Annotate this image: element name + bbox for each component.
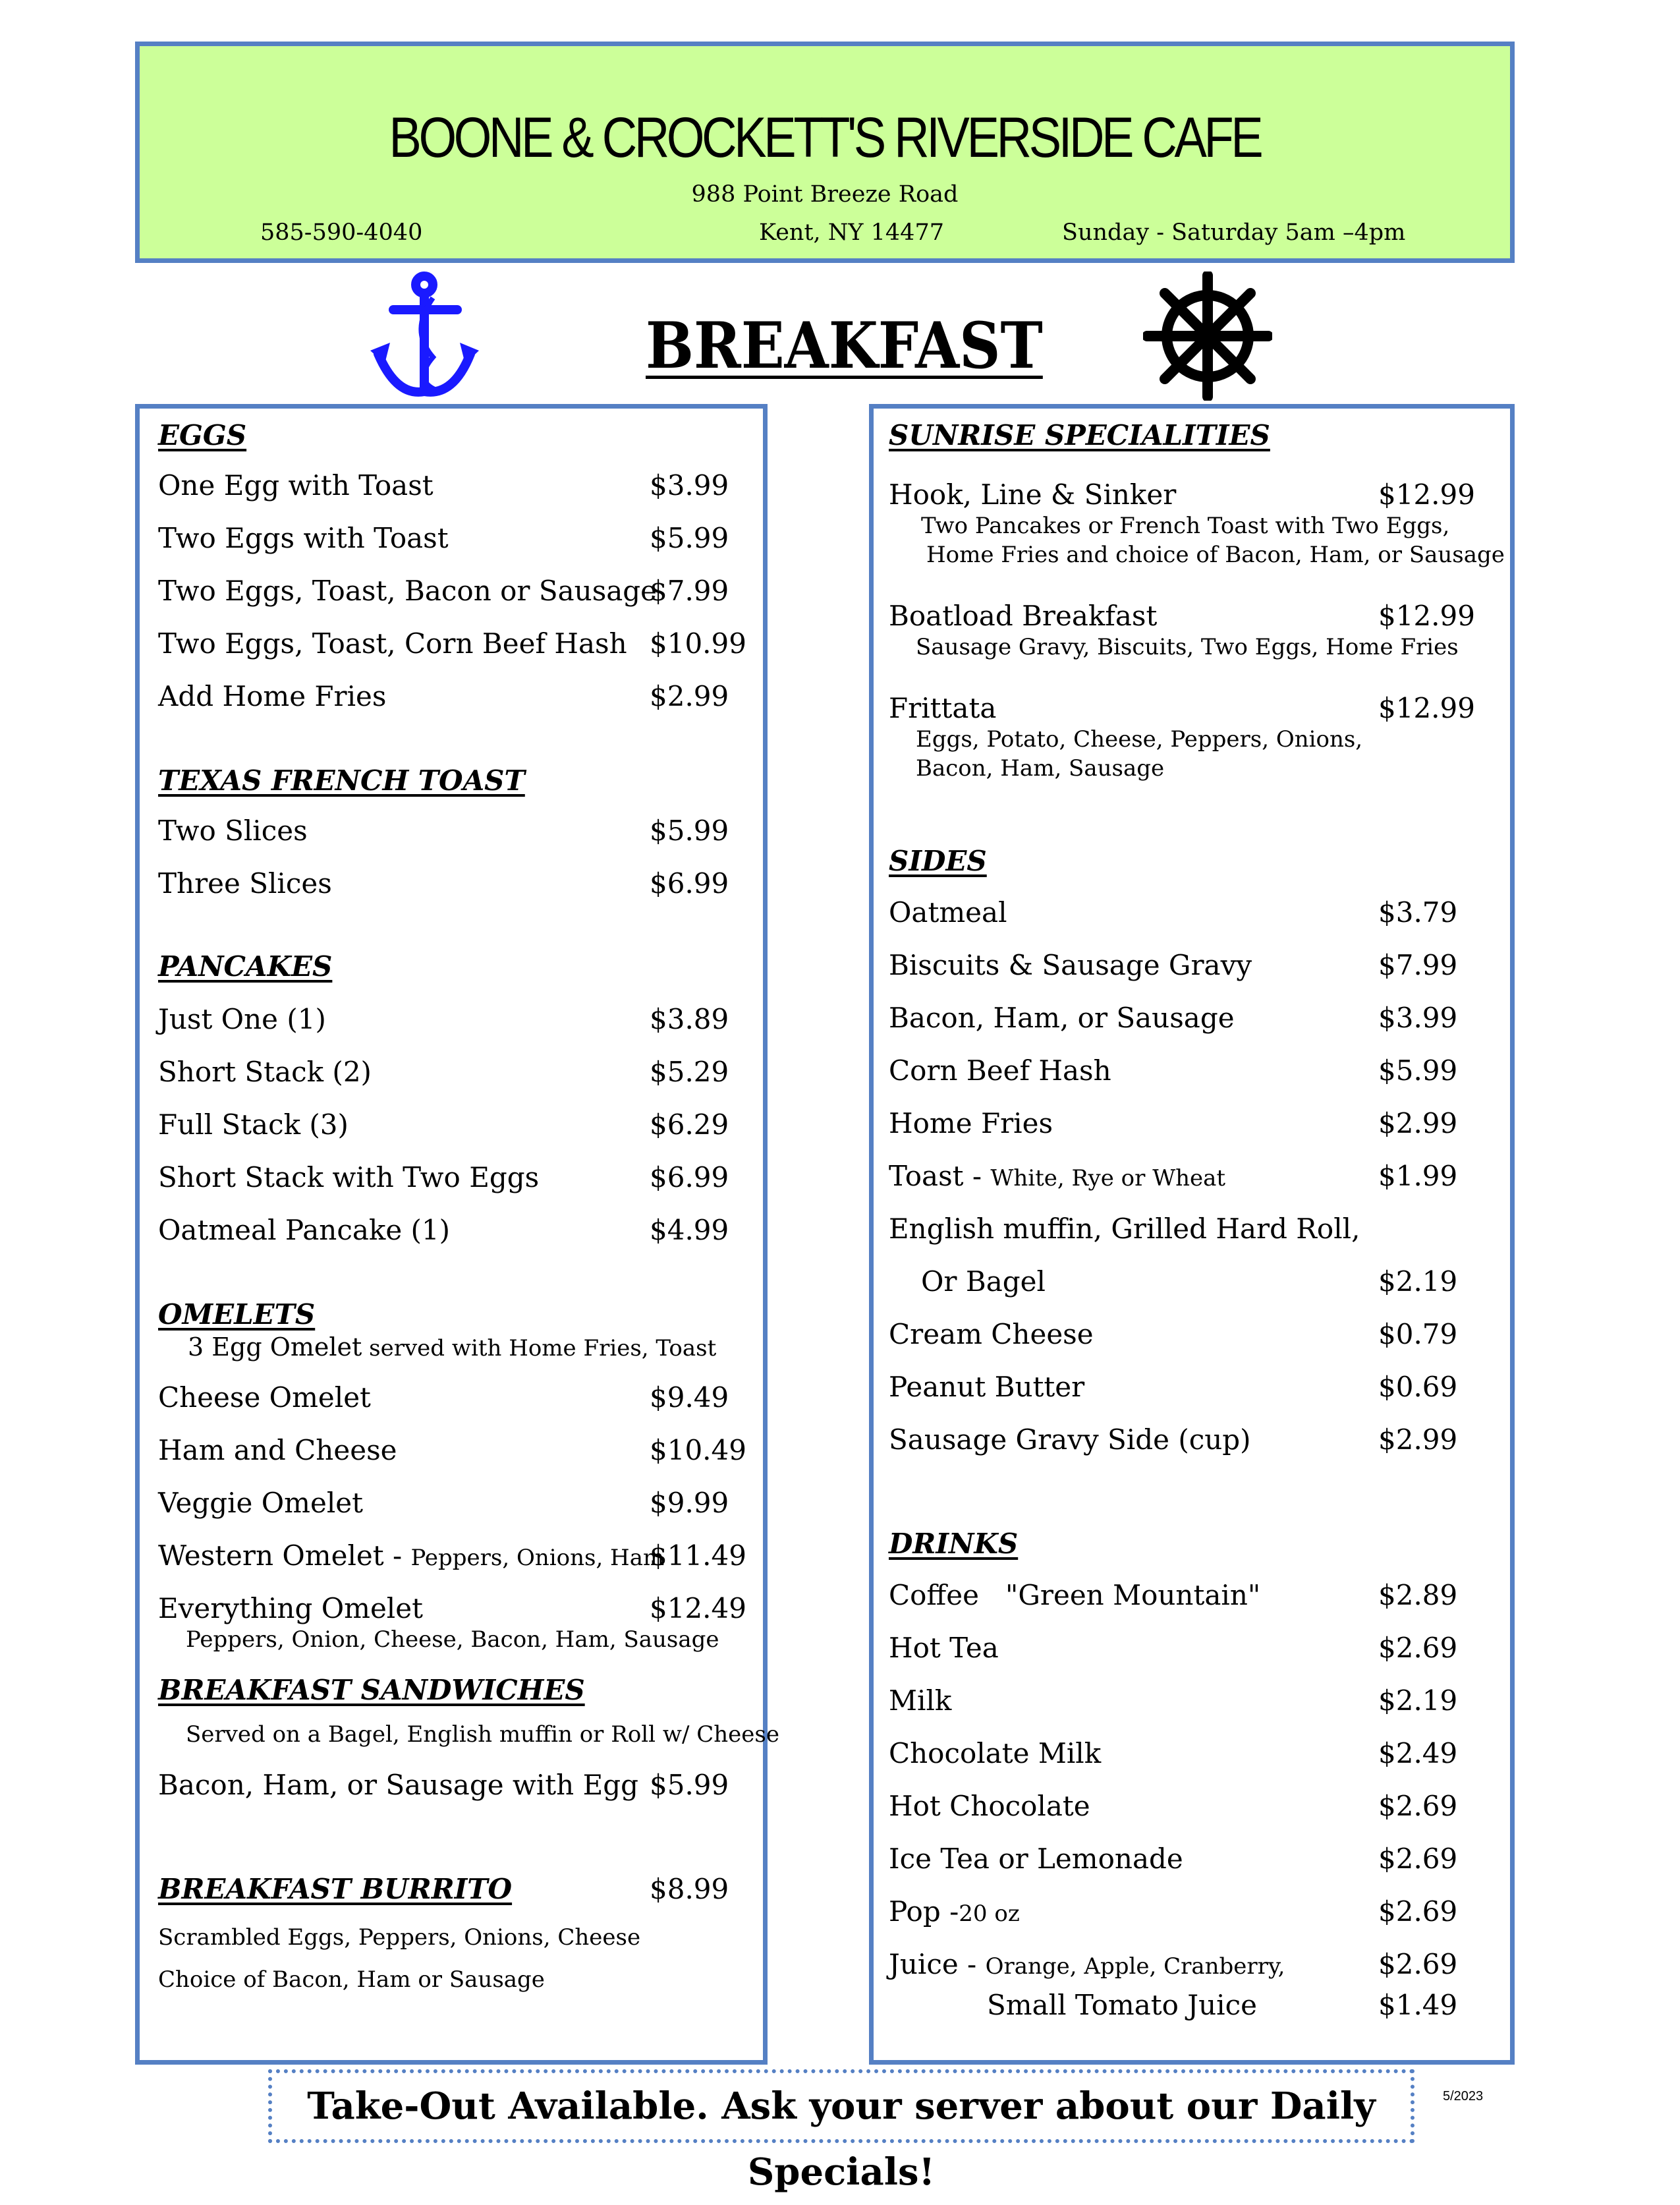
menu-item: Short Stack with Two Eggs [158, 1161, 540, 1193]
menu-price: $12.99 [1378, 478, 1475, 511]
menu-price: $6.99 [650, 1161, 729, 1193]
menu-price: $2.89 [1378, 1579, 1458, 1611]
menu-item: Bacon, Ham, or Sausage [889, 1002, 1235, 1034]
menu-item: Chocolate Milk [889, 1737, 1102, 1769]
menu-date: 5/2023 [1443, 2089, 1484, 2104]
menu-price: $12.99 [1378, 600, 1475, 632]
city-address: Kent, NY 14477 [759, 219, 944, 246]
menu-item: Bacon, Ham, or Sausage with Egg [158, 1769, 639, 1801]
menu-price: $10.49 [650, 1434, 746, 1466]
menu-item: Cheese Omelet [158, 1381, 371, 1414]
menu-item-description: Peppers, Onion, Cheese, Bacon, Ham, Sausage [186, 1626, 719, 1653]
menu-item-description: Home Fries and choice of Bacon, Ham, or Sausage [926, 542, 1505, 568]
menu-item: Juice - Orange, Apple, Cranberry, [889, 1948, 1285, 1980]
burrito-description: Choice of Bacon, Ham or Sausage [158, 1966, 545, 1993]
menu-item: Small Tomato Juice [987, 1989, 1257, 2021]
menu-item: Toast - White, Rye or Wheat [889, 1160, 1226, 1192]
menu-item: Three Slices [158, 867, 332, 900]
menu-price: $5.99 [650, 1769, 729, 1801]
menu-item: Frittata [889, 692, 997, 724]
menu-price: $6.99 [650, 867, 729, 900]
menu-item: Two Eggs with Toast [158, 522, 449, 554]
menu-price: $1.49 [1378, 1989, 1458, 2021]
menu-item: Hook, Line & Sinker [889, 478, 1177, 511]
anchor-icon [370, 272, 482, 401]
menu-price: $2.69 [1378, 1895, 1458, 1928]
menu-price: $7.99 [650, 575, 729, 607]
menu-price: $2.49 [1378, 1737, 1458, 1769]
page-title: BREAKFAST [646, 308, 1043, 383]
menu-price: $7.99 [1378, 949, 1458, 981]
menu-item: Two Eggs, Toast, Bacon or Sausage [158, 575, 658, 607]
menu-price: $2.99 [650, 680, 729, 712]
menu-price: $4.99 [650, 1214, 729, 1246]
menu-price: $2.99 [1378, 1107, 1458, 1139]
street-address: 988 Point Breeze Road [691, 181, 959, 208]
menu-price: $1.99 [1378, 1160, 1458, 1192]
menu-price: $2.19 [1378, 1684, 1458, 1717]
menu-price: $3.89 [650, 1003, 729, 1035]
menu-price: $11.49 [650, 1539, 746, 1572]
menu-price: $0.79 [1378, 1318, 1458, 1350]
menu-item: Ham and Cheese [158, 1434, 397, 1466]
menu-price: $2.19 [1378, 1265, 1458, 1298]
menu-item: Or Bagel [921, 1265, 1046, 1298]
menu-item: Just One (1) [158, 1003, 326, 1035]
menu-price: $9.49 [650, 1381, 729, 1414]
menu-price: $12.99 [1378, 692, 1475, 724]
header-box [135, 42, 1515, 263]
menu-price: $3.99 [650, 469, 729, 501]
menu-item: Oatmeal Pancake (1) [158, 1214, 451, 1246]
menu-item: Add Home Fries [158, 680, 387, 712]
menu-item: Home Fries [889, 1107, 1053, 1139]
phone-number: 585-590-4040 [260, 219, 423, 246]
section-heading-french-toast: TEXAS FRENCH TOAST [158, 764, 525, 797]
section-heading-sides: SIDES [889, 845, 987, 877]
menu-item: Sausage Gravy Side (cup) [889, 1423, 1251, 1456]
menu-price: $8.99 [650, 1873, 729, 1905]
opening-hours: Sunday - Saturday 5am –4pm [1062, 219, 1406, 246]
menu-item: English muffin, Grilled Hard Roll, [889, 1213, 1360, 1245]
section-heading-omelets: OMELETS [158, 1298, 316, 1331]
menu-price: $5.99 [650, 522, 729, 554]
menu-item: Short Stack (2) [158, 1056, 372, 1088]
menu-item-description: Sausage Gravy, Biscuits, Two Eggs, Home Fries [916, 634, 1459, 660]
menu-item: Veggie Omelet [158, 1487, 364, 1519]
menu-price: $12.49 [650, 1592, 746, 1624]
menu-item: Pop -20 oz [889, 1895, 1020, 1928]
section-heading-specialities: SUNRISE SPECIALITIES [889, 419, 1270, 451]
section-heading-burrito: BREAKFAST BURRITO [158, 1873, 513, 1905]
section-heading-drinks: DRINKS [889, 1528, 1019, 1560]
menu-item: Oatmeal [889, 896, 1007, 929]
menu-item-description: Bacon, Ham, Sausage [916, 755, 1165, 782]
menu-price: $2.69 [1378, 1843, 1458, 1875]
menu-price: $2.69 [1378, 1790, 1458, 1822]
section-heading-pancakes: PANCAKES [158, 950, 333, 983]
menu-item: Cream Cheese [889, 1318, 1094, 1350]
menu-item: Full Stack (3) [158, 1108, 349, 1141]
section-heading-eggs: EGGS [158, 419, 247, 451]
menu-item: Milk [889, 1684, 952, 1717]
menu-item: Corn Beef Hash [889, 1054, 1111, 1087]
menu-price: $2.69 [1378, 1948, 1458, 1980]
menu-item: Hot Tea [889, 1632, 999, 1664]
menu-price: $3.79 [1378, 896, 1458, 929]
menu-price: $9.99 [650, 1487, 729, 1519]
burrito-description: Scrambled Eggs, Peppers, Onions, Cheese [158, 1924, 641, 1951]
menu-item: One Egg with Toast [158, 469, 434, 501]
menu-price: $2.69 [1378, 1632, 1458, 1664]
menu-item: Ice Tea or Lemonade [889, 1843, 1183, 1875]
menu-price: $10.99 [650, 627, 746, 660]
menu-price: $3.99 [1378, 1002, 1458, 1034]
menu-item-description: Eggs, Potato, Cheese, Peppers, Onions, [916, 726, 1363, 753]
menu-item: Biscuits & Sausage Gravy [889, 949, 1252, 981]
menu-item: Two Slices [158, 815, 308, 847]
menu-price: $2.99 [1378, 1423, 1458, 1456]
menu-item: Boatload Breakfast [889, 600, 1158, 632]
menu-item-description: Two Pancakes or French Toast with Two Eggs, [921, 513, 1450, 539]
menu-price: $6.29 [650, 1108, 729, 1141]
menu-item: Everything Omelet [158, 1592, 423, 1624]
menu-item: Hot Chocolate [889, 1790, 1090, 1822]
menu-price: $0.69 [1378, 1371, 1458, 1403]
menu-item: Two Eggs, Toast, Corn Beef Hash [158, 627, 627, 660]
menu-price: $5.29 [650, 1056, 729, 1088]
menu-price: $5.99 [1378, 1054, 1458, 1087]
section-heading-sandwiches: BREAKFAST SANDWICHES [158, 1674, 585, 1706]
menu-item: Peanut Butter [889, 1371, 1085, 1403]
menu-item: Coffee "Green Mountain" [889, 1579, 1261, 1611]
menu-price: $5.99 [650, 815, 729, 847]
menu-item: Western Omelet - Peppers, Onions, Ham [158, 1539, 665, 1572]
cafe-name: BOONE & CROCKETT'S RIVERSIDE CAFE [389, 106, 1261, 169]
ship-wheel-icon [1143, 272, 1272, 401]
omelets-note: 3 Egg Omelet served with Home Fries, Toast [188, 1332, 717, 1361]
sandwiches-note: Served on a Bagel, English muffin or Roll w/ Cheese [186, 1721, 779, 1748]
takeout-banner: Take-Out Available. Ask your server about our Daily Specials! [268, 2069, 1414, 2143]
